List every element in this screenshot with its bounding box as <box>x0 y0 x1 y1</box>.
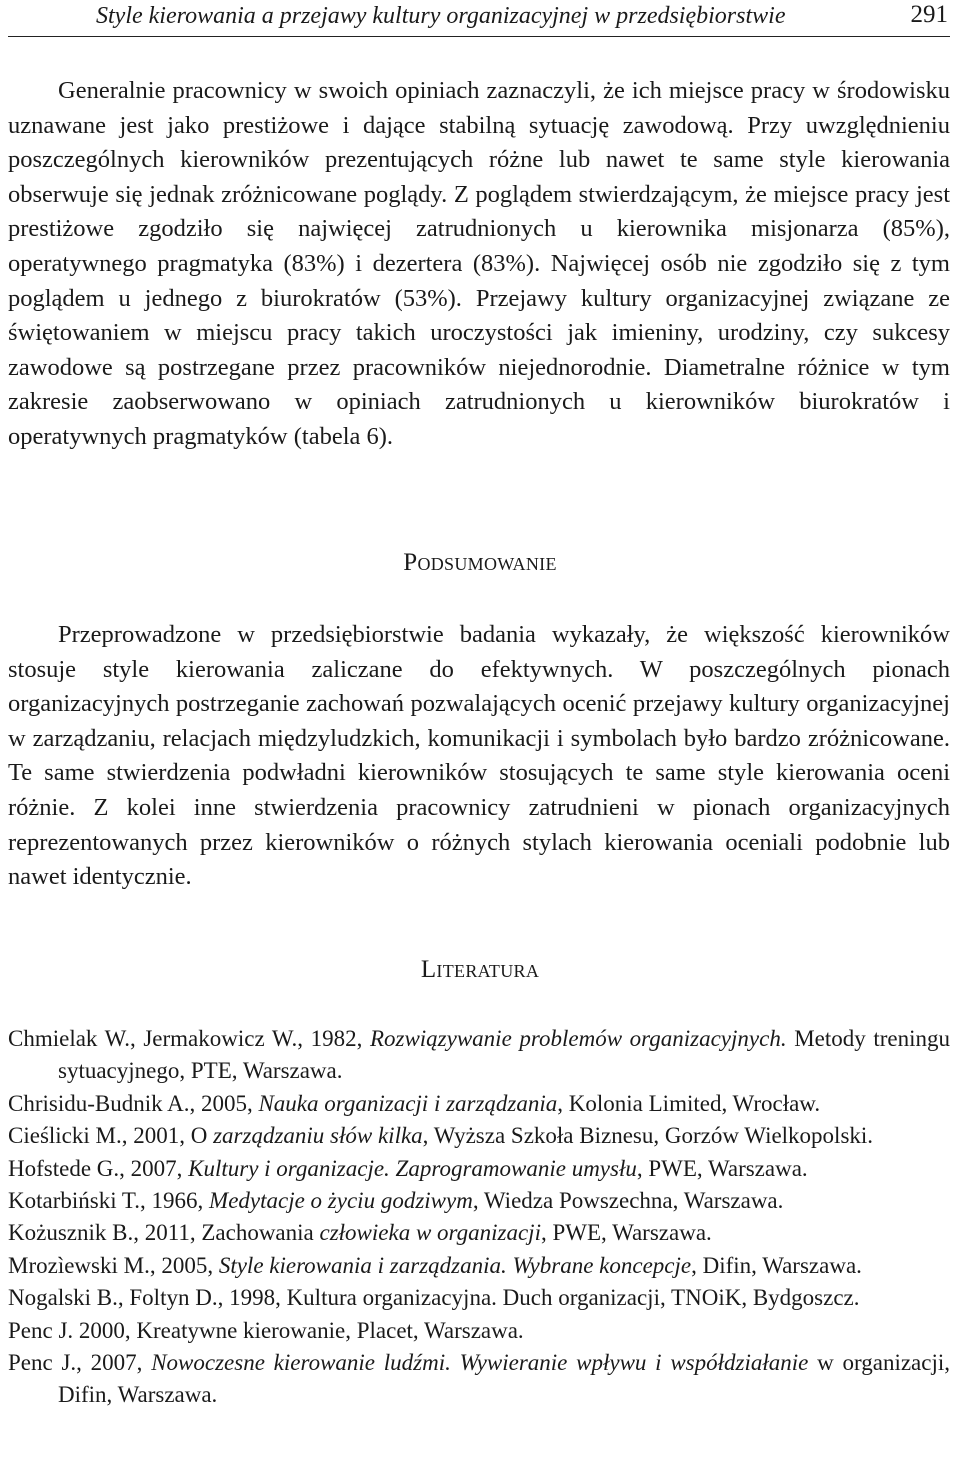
reference-title: Medytacje o życiu godziwym <box>209 1188 473 1214</box>
reference-text: , Difin, Warszawa. <box>691 1252 862 1278</box>
reference-text: Chrisidu-Budnik A., 2005, <box>8 1090 259 1116</box>
reference-text: Penc J., 2007, <box>8 1350 152 1376</box>
reference-text: Cieślicki M., 2001, O <box>8 1123 214 1149</box>
paragraph-main: Generalnie pracownicy w swoich opiniach zaznaczyli, że ich miejsce pracy w środowisku uznawane jest jako prestiżowe i dające stabilną sytuację zawodową. Przy uwzględnieniu poszczególnych kierowników prezentujących różne lub nawet te same style kierowania obserwuje się jednak zróżnicowane poglądy. Z poglądem stwierdzającym, że miejsce pracy jest prestiżowe zgodziło się najwięcej zatrudnionych u kierownika misjonarza (85%), operatywnego pragmatyka (83%) i dezertera (83%). Najwięcej osób nie zgodziło się z tym poglądem u jednego z biurokratów (53%). Przejawy kultury organizacyjnej związane ze świętowaniem w miejscu pracy takich uroczystości jak imieniny, urodziny, czy sukcesy zawodowe są postrzegane przez pracowników niejednorodnie. Diametralne różnice w tym zakresie zaobserwowano w opiniach zatrudnionych u kierowników biurokratów i operatywnych pragmatyków (tabela 6). <box>8 77 950 450</box>
reference-title: zarządzaniu słów kilka <box>213 1123 423 1149</box>
reference-item <box>8 1282 950 1314</box>
reference-title: Nowoczesne kierowanie ludźmi. Wywieranie wpływu i współdziałanie <box>151 1350 809 1376</box>
reference-item <box>8 1088 950 1120</box>
reference-text: w organizacji, Difin, Warszawa. <box>58 1350 950 1408</box>
heading-literature: Literatura <box>420 956 540 983</box>
reference-text: , Wiedza Powszechna, Warszawa. <box>472 1188 784 1214</box>
reference-item <box>8 1347 950 1412</box>
reference-text: Hofstede G., 2007, <box>8 1155 189 1181</box>
reference-item <box>8 1120 950 1152</box>
reference-title: Kultury i organizacje. Zaprogramowanie umysłu <box>188 1155 637 1181</box>
reference-text: , Wyższa Szkoła Biznesu, Gorzów Wielkopolski. <box>422 1123 874 1149</box>
reference-text: Nogalski B., Foltyn D., 1998, Kultura organizacyjna. Duch organizacji, TNOiK, Bydgoszcz. <box>8 1285 860 1311</box>
heading-summary: Podsumowanie <box>403 549 557 576</box>
reference-title: Nauka organizacji i zarządzania <box>258 1090 558 1116</box>
reference-title: Style kierowania i zarządzania. Wybrane koncepcje <box>218 1252 692 1278</box>
reference-text: , PWE, Warszawa. <box>540 1220 712 1246</box>
reference-item <box>8 1250 950 1282</box>
reference-item <box>8 1153 950 1185</box>
body-section-main <box>8 74 950 455</box>
running-header <box>8 0 950 37</box>
reference-item <box>8 1217 950 1249</box>
reference-text: , PWE, Warszawa. <box>636 1155 808 1181</box>
reference-text: Chmielak W., Jermakowicz W., 1982, <box>8 1026 370 1051</box>
reference-text: , Kolonia Limited, Wrocław. <box>557 1090 821 1116</box>
reference-title: Rozwiązywanie problemów organizacyjnych. <box>369 1026 787 1051</box>
reference-text: Mrozìewski M., 2005, <box>8 1252 219 1278</box>
reference-item <box>8 1185 950 1217</box>
body-section-summary <box>8 618 950 895</box>
reference-title: człowieka w organizacji <box>319 1220 541 1246</box>
reference-text: Penc J. 2000, Kreatywne kierowanie, Placet, Warszawa. <box>8 1317 524 1343</box>
reference-text: Kożusznik B., 2011, Zachowania <box>8 1220 320 1246</box>
reference-text: Kotarbiński T., 1966, <box>8 1188 210 1214</box>
running-title: Style kierowania a przejawy kultury organizacyjnej w przedsiębiorstwie <box>96 3 786 29</box>
reference-list <box>8 1023 950 1412</box>
page-number: 291 <box>910 1 948 28</box>
reference-text: Metody treningu sytuacyjnego, PTE, Warszawa. <box>58 1026 951 1084</box>
paragraph-summary: Przeprowadzone w przedsiębiorstwie badania wykazały, że większość kierowników stosuje style kierowania zaliczane do efektywnych. W poszczególnych pionach organizacyjnych postrzeganie zachowań pozwalających ocenić przejawy kultury organizacyjnej w zarządzaniu, relacjach międzyludzkich, komunikacji i symbolach było bardzo zróżnicowane. Te same stwierdzenia podwładni kierowników stosujących te same style kierowania oceni różnie. Z kolei inne stwierdzenia pracownicy zatrudnieni w pionach organizacyjnych reprezentowanych przez kierowników o różnych stylach kierowania oceniali podobnie lub nawet identycznie. <box>8 621 950 891</box>
reference-item <box>8 1023 950 1088</box>
reference-item <box>8 1315 950 1347</box>
